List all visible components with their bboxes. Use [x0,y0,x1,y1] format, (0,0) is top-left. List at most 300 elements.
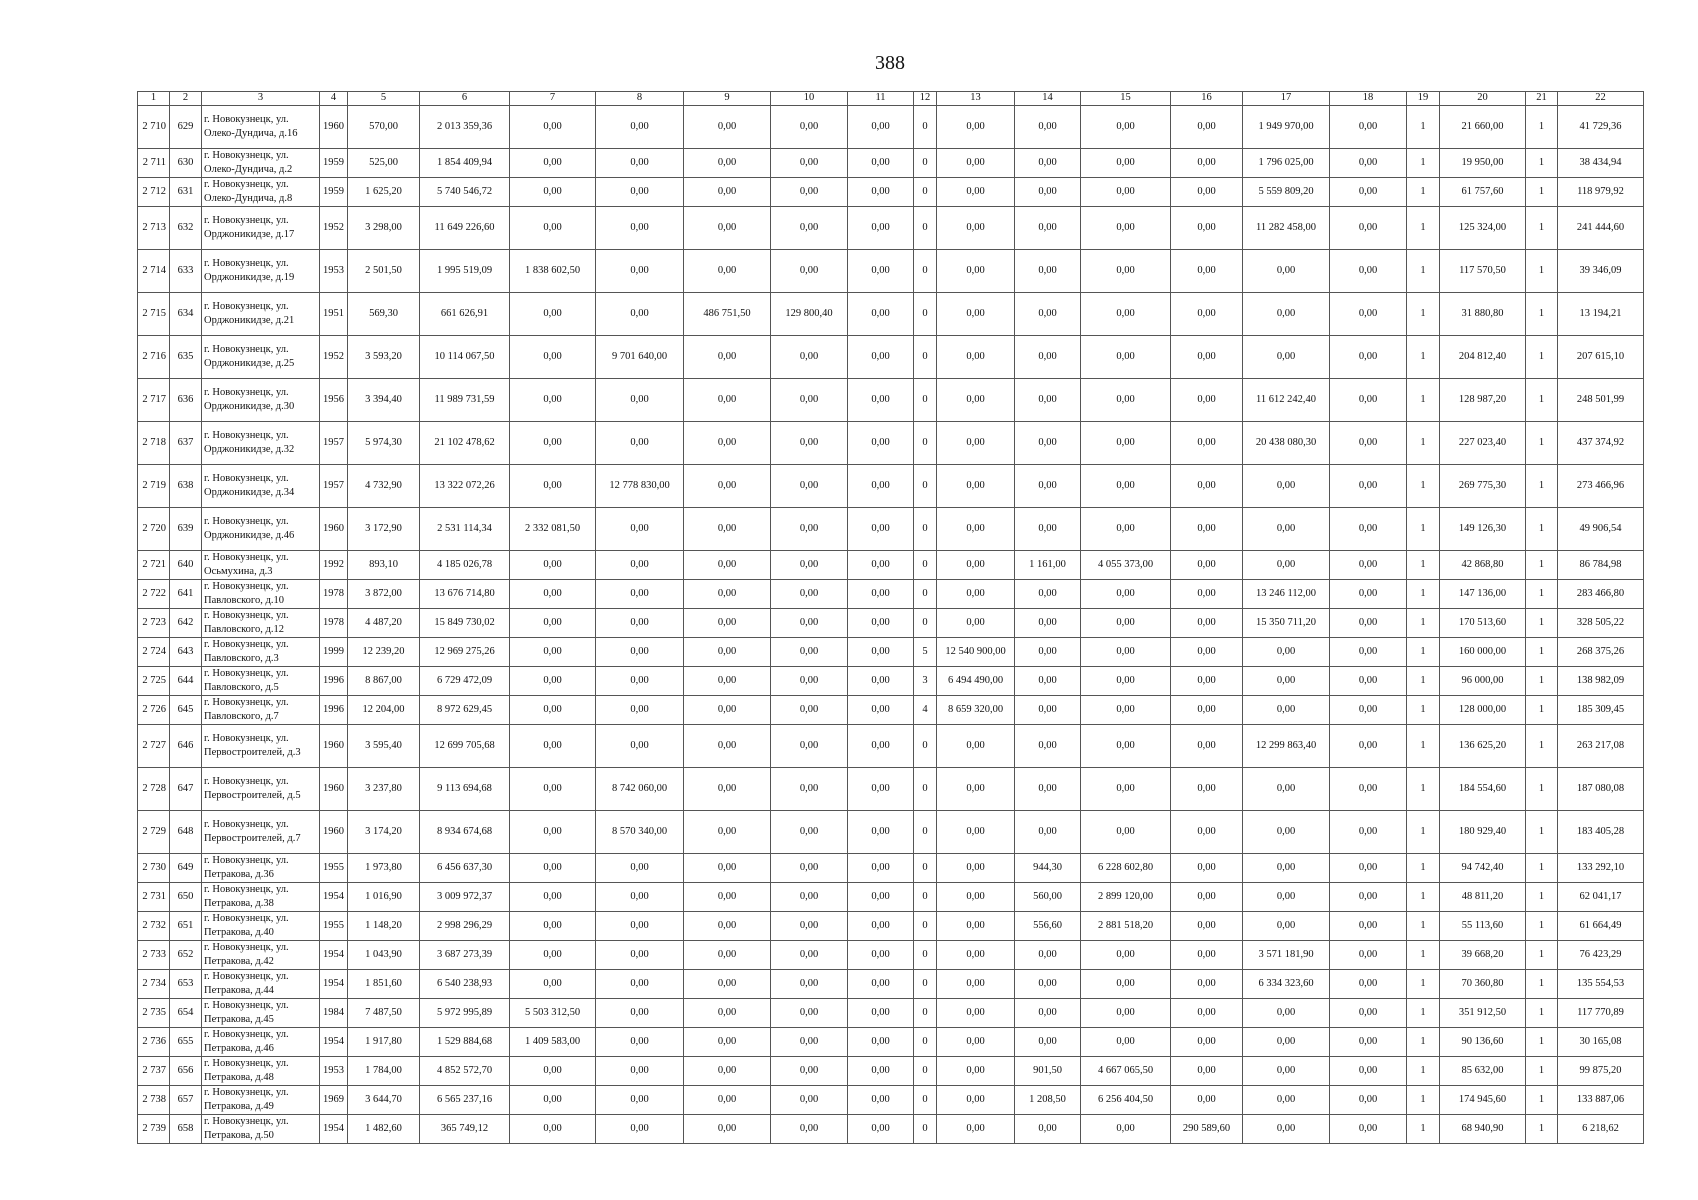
table-cell: 0 [914,941,937,970]
table-cell: 1 [1526,580,1558,609]
table-cell: 0,00 [937,178,1015,207]
table-cell: 6 256 404,50 [1081,1086,1171,1115]
table-cell: 1 [1407,854,1440,883]
table-cell: 647 [170,768,202,811]
table-cell: 1 148,20 [348,912,420,941]
address-cell: г. Новокузнецк, ул. Орджоникидзе, д.25 [202,336,320,379]
table-cell: 1 [1407,379,1440,422]
table-cell: 1984 [320,999,348,1028]
table-cell: 5 [914,638,937,667]
address-cell: г. Новокузнецк, ул. Павловского, д.7 [202,696,320,725]
table-cell: 0,00 [848,883,914,912]
table-cell: 0,00 [1330,638,1407,667]
column-header: 4 [320,92,348,106]
table-cell: 227 023,40 [1440,422,1526,465]
table-cell: 0,00 [937,149,1015,178]
table-cell: 1 [1526,768,1558,811]
column-header: 10 [771,92,848,106]
table-cell: 0,00 [1171,149,1243,178]
table-cell: 1960 [320,725,348,768]
table-cell: 6 494 490,00 [937,667,1015,696]
table-cell: 0,00 [848,725,914,768]
table-cell: 49 906,54 [1558,508,1644,551]
table-cell: 0,00 [1171,422,1243,465]
table-row [138,250,1644,293]
table-cell: 0 [914,149,937,178]
address-cell: г. Новокузнецк, ул. Олеко-Дундича, д.2 [202,149,320,178]
table-cell: 0,00 [684,422,771,465]
table-cell: 0,00 [684,609,771,638]
table-cell: 0,00 [1081,811,1171,854]
table-row [138,768,1644,811]
table-cell: 0 [914,1057,937,1086]
table-row [138,106,1644,149]
table-cell: 6 456 637,30 [420,854,510,883]
table-cell: 0,00 [510,667,596,696]
table-cell: 0,00 [1171,580,1243,609]
table-cell: 1 409 583,00 [510,1028,596,1057]
table-cell: 2 899 120,00 [1081,883,1171,912]
table-cell: 5 559 809,20 [1243,178,1330,207]
table-cell: 90 136,60 [1440,1028,1526,1057]
table-cell: 1 [1526,1115,1558,1144]
table-cell: 0,00 [1171,250,1243,293]
table-cell: 0 [914,580,937,609]
table-cell: 0,00 [596,106,684,149]
table-cell: 0,00 [848,854,914,883]
column-number-row [138,92,1644,106]
table-cell: 0,00 [1081,508,1171,551]
table-cell: 1 [1526,725,1558,768]
table-cell: 0,00 [1015,336,1081,379]
table-cell: 1996 [320,696,348,725]
table-cell: 1952 [320,336,348,379]
table-cell: 0,00 [937,106,1015,149]
table-cell: 0,00 [1243,1086,1330,1115]
table-cell: 1957 [320,422,348,465]
table-cell: 0,00 [1171,696,1243,725]
table-cell: 2 733 [138,941,170,970]
table-cell: 13 246 112,00 [1243,580,1330,609]
table-cell: 2 713 [138,207,170,250]
table-cell: 0,00 [1243,883,1330,912]
table-cell: 1959 [320,149,348,178]
table-cell: 0,00 [596,883,684,912]
table-cell: 15 849 730,02 [420,609,510,638]
table-cell: 2 719 [138,465,170,508]
table-cell: 1 [1526,465,1558,508]
table-row [138,638,1644,667]
table-cell: 2 724 [138,638,170,667]
table-cell: 893,10 [348,551,420,580]
table-cell: 0,00 [684,811,771,854]
table-cell: 0,00 [1330,811,1407,854]
table-cell: 0,00 [771,1115,848,1144]
table-cell: 0,00 [771,912,848,941]
table-cell: 0,00 [1081,207,1171,250]
table-cell: 0,00 [771,422,848,465]
table-cell: 1954 [320,970,348,999]
table-cell: 8 659 320,00 [937,696,1015,725]
table-cell: 0,00 [1171,551,1243,580]
table-cell: 70 360,80 [1440,970,1526,999]
table-cell: 0,00 [1081,250,1171,293]
table-cell: 0,00 [848,970,914,999]
table-cell: 0 [914,551,937,580]
table-cell: 1 784,00 [348,1057,420,1086]
table-body [138,106,1644,1144]
table-cell: 1953 [320,250,348,293]
table-cell: 901,50 [1015,1057,1081,1086]
table-cell: 0,00 [1081,336,1171,379]
table-cell: 1 [1526,379,1558,422]
table-cell: 0,00 [684,854,771,883]
table-cell: 0,00 [596,638,684,667]
table-cell: 136 625,20 [1440,725,1526,768]
table-cell: 86 784,98 [1558,551,1644,580]
table-cell: 1 016,90 [348,883,420,912]
table-cell: 2 501,50 [348,250,420,293]
table-cell: 656 [170,1057,202,1086]
table-cell: 12 969 275,26 [420,638,510,667]
table-cell: 1954 [320,1028,348,1057]
column-header: 21 [1526,92,1558,106]
table-cell: 0,00 [771,696,848,725]
table-cell: 0,00 [596,725,684,768]
table-cell: 39 346,09 [1558,250,1644,293]
table-cell: 3 009 972,37 [420,883,510,912]
address-cell: г. Новокузнецк, ул. Орджоникидзе, д.17 [202,207,320,250]
table-cell: 0,00 [771,580,848,609]
table-cell: 0,00 [1081,422,1171,465]
table-cell: 62 041,17 [1558,883,1644,912]
table-cell: 1 [1526,106,1558,149]
table-cell: 1978 [320,609,348,638]
table-cell: 7 487,50 [348,999,420,1028]
table-cell: 1 [1407,149,1440,178]
table-cell: 0,00 [1243,508,1330,551]
table-cell: 0 [914,609,937,638]
table-cell: 1 [1407,768,1440,811]
table-cell: 2 737 [138,1057,170,1086]
table-cell: 8 934 674,68 [420,811,510,854]
table-row [138,725,1644,768]
table-cell: 0,00 [1330,941,1407,970]
table-cell: 21 660,00 [1440,106,1526,149]
table-row [138,1086,1644,1115]
table-cell: 1 [1407,725,1440,768]
table-cell: 0,00 [1081,106,1171,149]
table-cell: 2 722 [138,580,170,609]
table-cell: 2 727 [138,725,170,768]
table-cell: 437 374,92 [1558,422,1644,465]
table-cell: 0,00 [510,1086,596,1115]
table-cell: 0,00 [1015,1028,1081,1057]
data-table [137,91,1644,1144]
table-cell: 3 593,20 [348,336,420,379]
table-cell: 0,00 [1330,580,1407,609]
table-cell: 0 [914,970,937,999]
table-cell: 570,00 [348,106,420,149]
table-cell: 1 [1407,1115,1440,1144]
table-cell: 128 000,00 [1440,696,1526,725]
column-header: 5 [348,92,420,106]
table-cell: 0,00 [848,207,914,250]
table-cell: 99 875,20 [1558,1057,1644,1086]
table-cell: 2 531 114,34 [420,508,510,551]
table-cell: 0,00 [1243,768,1330,811]
table-cell: 2 728 [138,768,170,811]
table-cell: 11 649 226,60 [420,207,510,250]
table-cell: 0,00 [1015,250,1081,293]
table-cell: 0 [914,379,937,422]
table-cell: 0,00 [1015,580,1081,609]
table-cell: 1 [1407,580,1440,609]
table-cell: 646 [170,725,202,768]
table-cell: 0,00 [1171,609,1243,638]
table-cell: 645 [170,696,202,725]
table-cell: 0,00 [771,1057,848,1086]
table-cell: 3 571 181,90 [1243,941,1330,970]
column-header: 19 [1407,92,1440,106]
table-cell: 556,60 [1015,912,1081,941]
table-row [138,293,1644,336]
table-cell: 0,00 [1330,609,1407,638]
address-cell: г. Новокузнецк, ул. Петракова, д.48 [202,1057,320,1086]
table-cell: 0,00 [684,508,771,551]
table-cell: 1 [1526,149,1558,178]
table-cell: 0,00 [1330,1057,1407,1086]
column-header: 8 [596,92,684,106]
table-cell: 2 718 [138,422,170,465]
table-cell: 642 [170,609,202,638]
table-cell: 1959 [320,178,348,207]
table-cell: 0,00 [684,336,771,379]
table-cell: 2 711 [138,149,170,178]
table-cell: 0,00 [1243,667,1330,696]
table-cell: 129 800,40 [771,293,848,336]
table-cell: 1960 [320,106,348,149]
table-cell: 0,00 [848,1115,914,1144]
table-cell: 0,00 [1243,1115,1330,1144]
table-cell: 0,00 [937,912,1015,941]
table-cell: 630 [170,149,202,178]
table-row [138,379,1644,422]
table-cell: 0 [914,422,937,465]
table-cell: 638 [170,465,202,508]
column-header: 7 [510,92,596,106]
table-cell: 1 [1407,1086,1440,1115]
table-cell: 0,00 [510,912,596,941]
table-cell: 0,00 [937,580,1015,609]
table-cell: 0,00 [1330,422,1407,465]
table-cell: 1 [1526,811,1558,854]
table-cell: 6 540 238,93 [420,970,510,999]
table-cell: 0,00 [1171,667,1243,696]
table-cell: 0,00 [510,725,596,768]
table-cell: 0,00 [684,999,771,1028]
table-cell: 1 [1526,667,1558,696]
address-cell: г. Новокузнецк, ул. Олеко-Дундича, д.16 [202,106,320,149]
table-cell: 0,00 [1081,580,1171,609]
table-cell: 2 714 [138,250,170,293]
table-cell: 328 505,22 [1558,609,1644,638]
table-cell: 0,00 [1171,508,1243,551]
table-cell: 0,00 [1243,1028,1330,1057]
table-cell: 2 998 296,29 [420,912,510,941]
table-cell: 0,00 [1015,422,1081,465]
table-cell: 241 444,60 [1558,207,1644,250]
table-cell: 2 734 [138,970,170,999]
table-cell: 0,00 [848,106,914,149]
table-cell: 4 055 373,00 [1081,551,1171,580]
table-cell: 0,00 [510,970,596,999]
column-header: 6 [420,92,510,106]
address-cell: г. Новокузнецк, ул. Петракова, д.36 [202,854,320,883]
address-cell: г. Новокузнецк, ул. Павловского, д.12 [202,609,320,638]
table-cell: 19 950,00 [1440,149,1526,178]
table-cell: 0,00 [510,883,596,912]
table-cell: 0,00 [848,811,914,854]
table-cell: 6 334 323,60 [1243,970,1330,999]
table-cell: 569,30 [348,293,420,336]
table-cell: 0,00 [937,551,1015,580]
table-cell: 637 [170,422,202,465]
table-cell: 0,00 [596,970,684,999]
table-cell: 0,00 [1330,667,1407,696]
column-header: 13 [937,92,1015,106]
address-cell: г. Новокузнецк, ул. Орджоникидзе, д.30 [202,379,320,422]
table-cell: 0,00 [937,465,1015,508]
table-cell: 0,00 [510,293,596,336]
table-cell: 2 710 [138,106,170,149]
table-cell: 1 [1407,667,1440,696]
table-cell: 0,00 [1171,768,1243,811]
table-cell: 0,00 [1330,768,1407,811]
table-cell: 0,00 [771,250,848,293]
data-table-container [137,91,1643,1144]
table-cell: 3 174,20 [348,811,420,854]
address-cell: г. Новокузнецк, ул. Осьмухина, д.3 [202,551,320,580]
table-cell: 0,00 [684,106,771,149]
table-cell: 0,00 [1081,1115,1171,1144]
table-cell: 0,00 [1330,336,1407,379]
table-cell: 1 [1407,638,1440,667]
table-cell: 30 165,08 [1558,1028,1644,1057]
table-cell: 0 [914,465,937,508]
table-cell: 0 [914,1115,937,1144]
table-cell: 2 721 [138,551,170,580]
table-cell: 634 [170,293,202,336]
table-cell: 0,00 [848,638,914,667]
table-cell: 0,00 [848,465,914,508]
table-cell: 0,00 [1015,149,1081,178]
table-cell: 0 [914,912,937,941]
table-cell: 42 868,80 [1440,551,1526,580]
table-cell: 11 282 458,00 [1243,207,1330,250]
table-cell: 3 872,00 [348,580,420,609]
table-cell: 6 218,62 [1558,1115,1644,1144]
table-cell: 2 726 [138,696,170,725]
table-cell: 0,00 [1015,1115,1081,1144]
table-cell: 1952 [320,207,348,250]
table-cell: 1 [1407,508,1440,551]
table-cell: 0,00 [937,854,1015,883]
table-cell: 0,00 [684,580,771,609]
table-cell: 0,00 [1330,1115,1407,1144]
table-cell: 13 194,21 [1558,293,1644,336]
table-cell: 1960 [320,811,348,854]
table-cell: 0,00 [1015,106,1081,149]
table-cell: 187 080,08 [1558,768,1644,811]
table-cell: 0,00 [510,551,596,580]
table-cell: 2 736 [138,1028,170,1057]
table-cell: 0,00 [1171,638,1243,667]
table-cell: 0,00 [596,696,684,725]
table-cell: 0,00 [684,1057,771,1086]
table-cell: 1 [1526,696,1558,725]
table-cell: 0,00 [1015,811,1081,854]
table-cell: 2 731 [138,883,170,912]
table-cell: 1 [1526,508,1558,551]
table-cell: 0,00 [1081,178,1171,207]
table-cell: 1960 [320,768,348,811]
table-cell: 1 [1526,293,1558,336]
table-cell: 0,00 [771,149,848,178]
table-cell: 0,00 [1171,999,1243,1028]
table-cell: 661 626,91 [420,293,510,336]
table-cell: 0,00 [771,609,848,638]
table-cell: 1953 [320,1057,348,1086]
table-cell: 117 770,89 [1558,999,1644,1028]
table-cell: 268 375,26 [1558,638,1644,667]
table-cell: 0 [914,768,937,811]
table-cell: 0 [914,1028,937,1057]
table-cell: 2 732 [138,912,170,941]
table-cell: 0,00 [1171,883,1243,912]
table-cell: 0,00 [1330,551,1407,580]
table-cell: 0,00 [1243,854,1330,883]
table-cell: 0,00 [1330,106,1407,149]
table-cell: 12 699 705,68 [420,725,510,768]
table-cell: 0,00 [771,667,848,696]
table-cell: 0,00 [510,696,596,725]
table-cell: 1 [1407,941,1440,970]
table-cell: 0,00 [596,379,684,422]
table-cell: 1 [1407,551,1440,580]
table-cell: 0,00 [1015,465,1081,508]
table-cell: 0,00 [848,551,914,580]
table-cell: 1 [1407,912,1440,941]
table-cell: 3 298,00 [348,207,420,250]
table-cell: 0,00 [937,811,1015,854]
column-header: 12 [914,92,937,106]
address-cell: г. Новокузнецк, ул. Павловского, д.5 [202,667,320,696]
table-cell: 0,00 [596,207,684,250]
table-cell: 0,00 [1243,638,1330,667]
table-cell: 2 729 [138,811,170,854]
table-cell: 0,00 [1015,696,1081,725]
table-cell: 0,00 [1171,379,1243,422]
table-row [138,912,1644,941]
table-cell: 1 [1526,1028,1558,1057]
table-cell: 655 [170,1028,202,1057]
table-cell: 2 332 081,50 [510,508,596,551]
table-cell: 0,00 [848,999,914,1028]
table-cell: 351 912,50 [1440,999,1526,1028]
table-cell: 1 [1407,207,1440,250]
column-header: 2 [170,92,202,106]
